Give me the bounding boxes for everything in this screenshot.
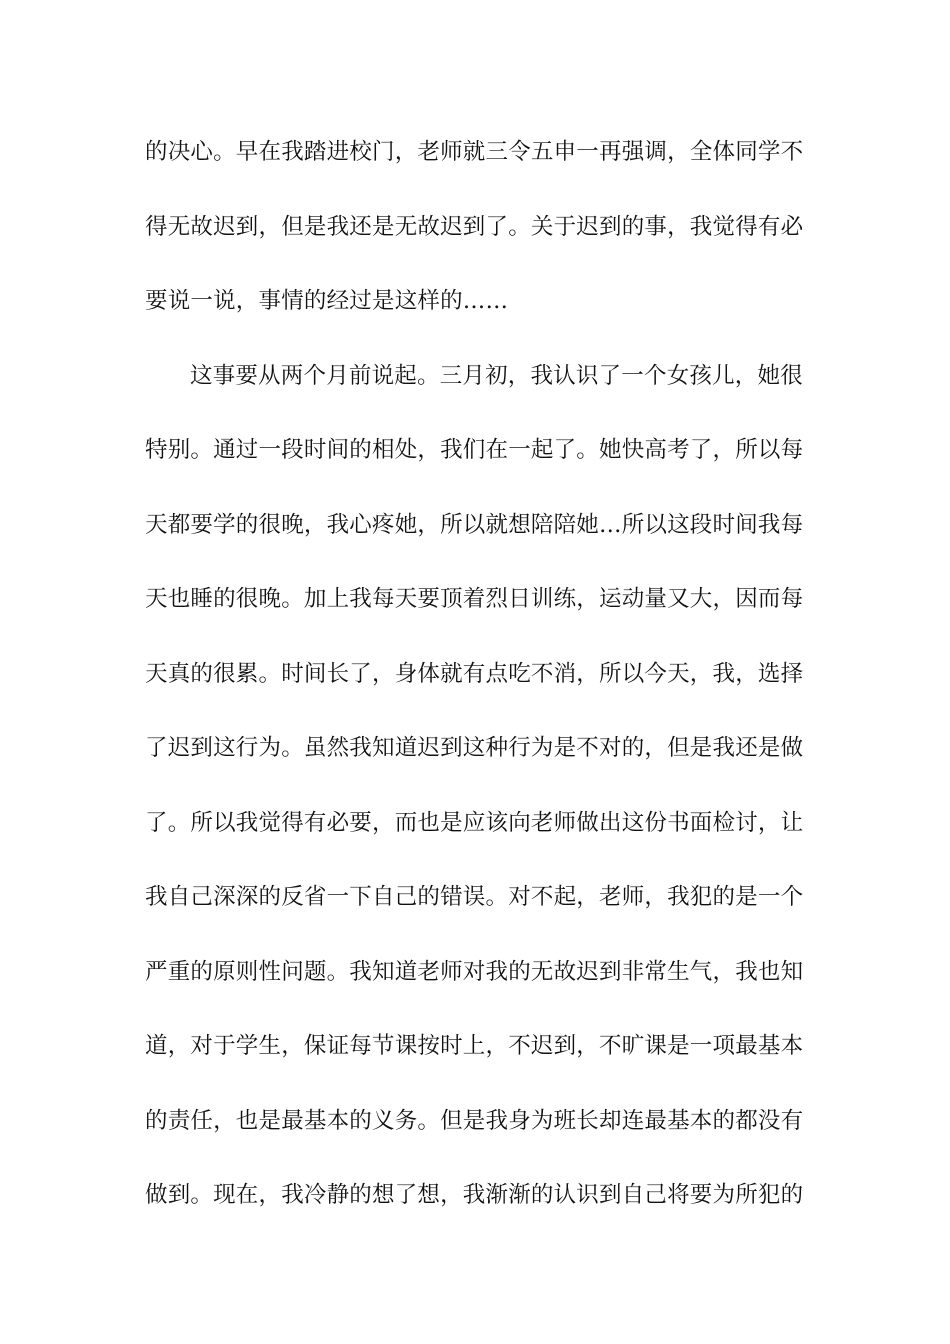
text-line: 了迟到这行为。虽然我知道迟到这种行为是不对的，但是我还是做 <box>145 735 804 761</box>
text-line: 做到。现在，我冷静的想了想，我渐渐的认识到自己将要为所犯的 <box>145 1182 804 1208</box>
text-line: 的决心。早在我踏进校门，老师就三令五申一再强调，全体同学不 <box>145 139 804 165</box>
text-line: 的责任，也是最基本的义务。但是我身为班长却连最基本的都没有 <box>145 1107 804 1134</box>
paragraph-1 <box>145 122 805 346</box>
text-line: 道，对于学生，保证每节课按时上，不迟到，不旷课是一项最基本 <box>145 1033 804 1059</box>
text-line: 了。所以我觉得有必要，而也是应该向老师做出这份书面检讨，让 <box>145 809 804 836</box>
paragraph-2 <box>145 346 805 1240</box>
text-line: 严重的原则性问题。我知道老师对我的无故迟到非常生气，我也知 <box>145 958 804 985</box>
text-line: 天真的很累。时间长了，身体就有点吃不消，所以今天，我，选择 <box>145 660 804 687</box>
text-line: 天都要学的很晚，我心疼她，所以就想陪陪她…所以这段时间我每 <box>145 511 804 538</box>
text-line: 特别。通过一段时间的相处，我们在一起了。她快高考了，所以每 <box>145 437 804 463</box>
text-line: 天也睡的很晚。加上我每天要顶着烈日训练，运动量又大，因而每 <box>145 586 804 612</box>
text-line: 我自己深深的反省一下自己的错误。对不起，老师，我犯的是一个 <box>145 884 804 910</box>
text-line: 得无故迟到，但是我还是无故迟到了。关于迟到的事，我觉得有必 <box>145 213 804 240</box>
document-body <box>145 122 805 1240</box>
text-line: 这事要从两个月前说起。三月初，我认识了一个女孩儿，她很 <box>190 362 803 389</box>
text-line: 要说一说，事情的经过是这样的…… <box>145 288 509 314</box>
